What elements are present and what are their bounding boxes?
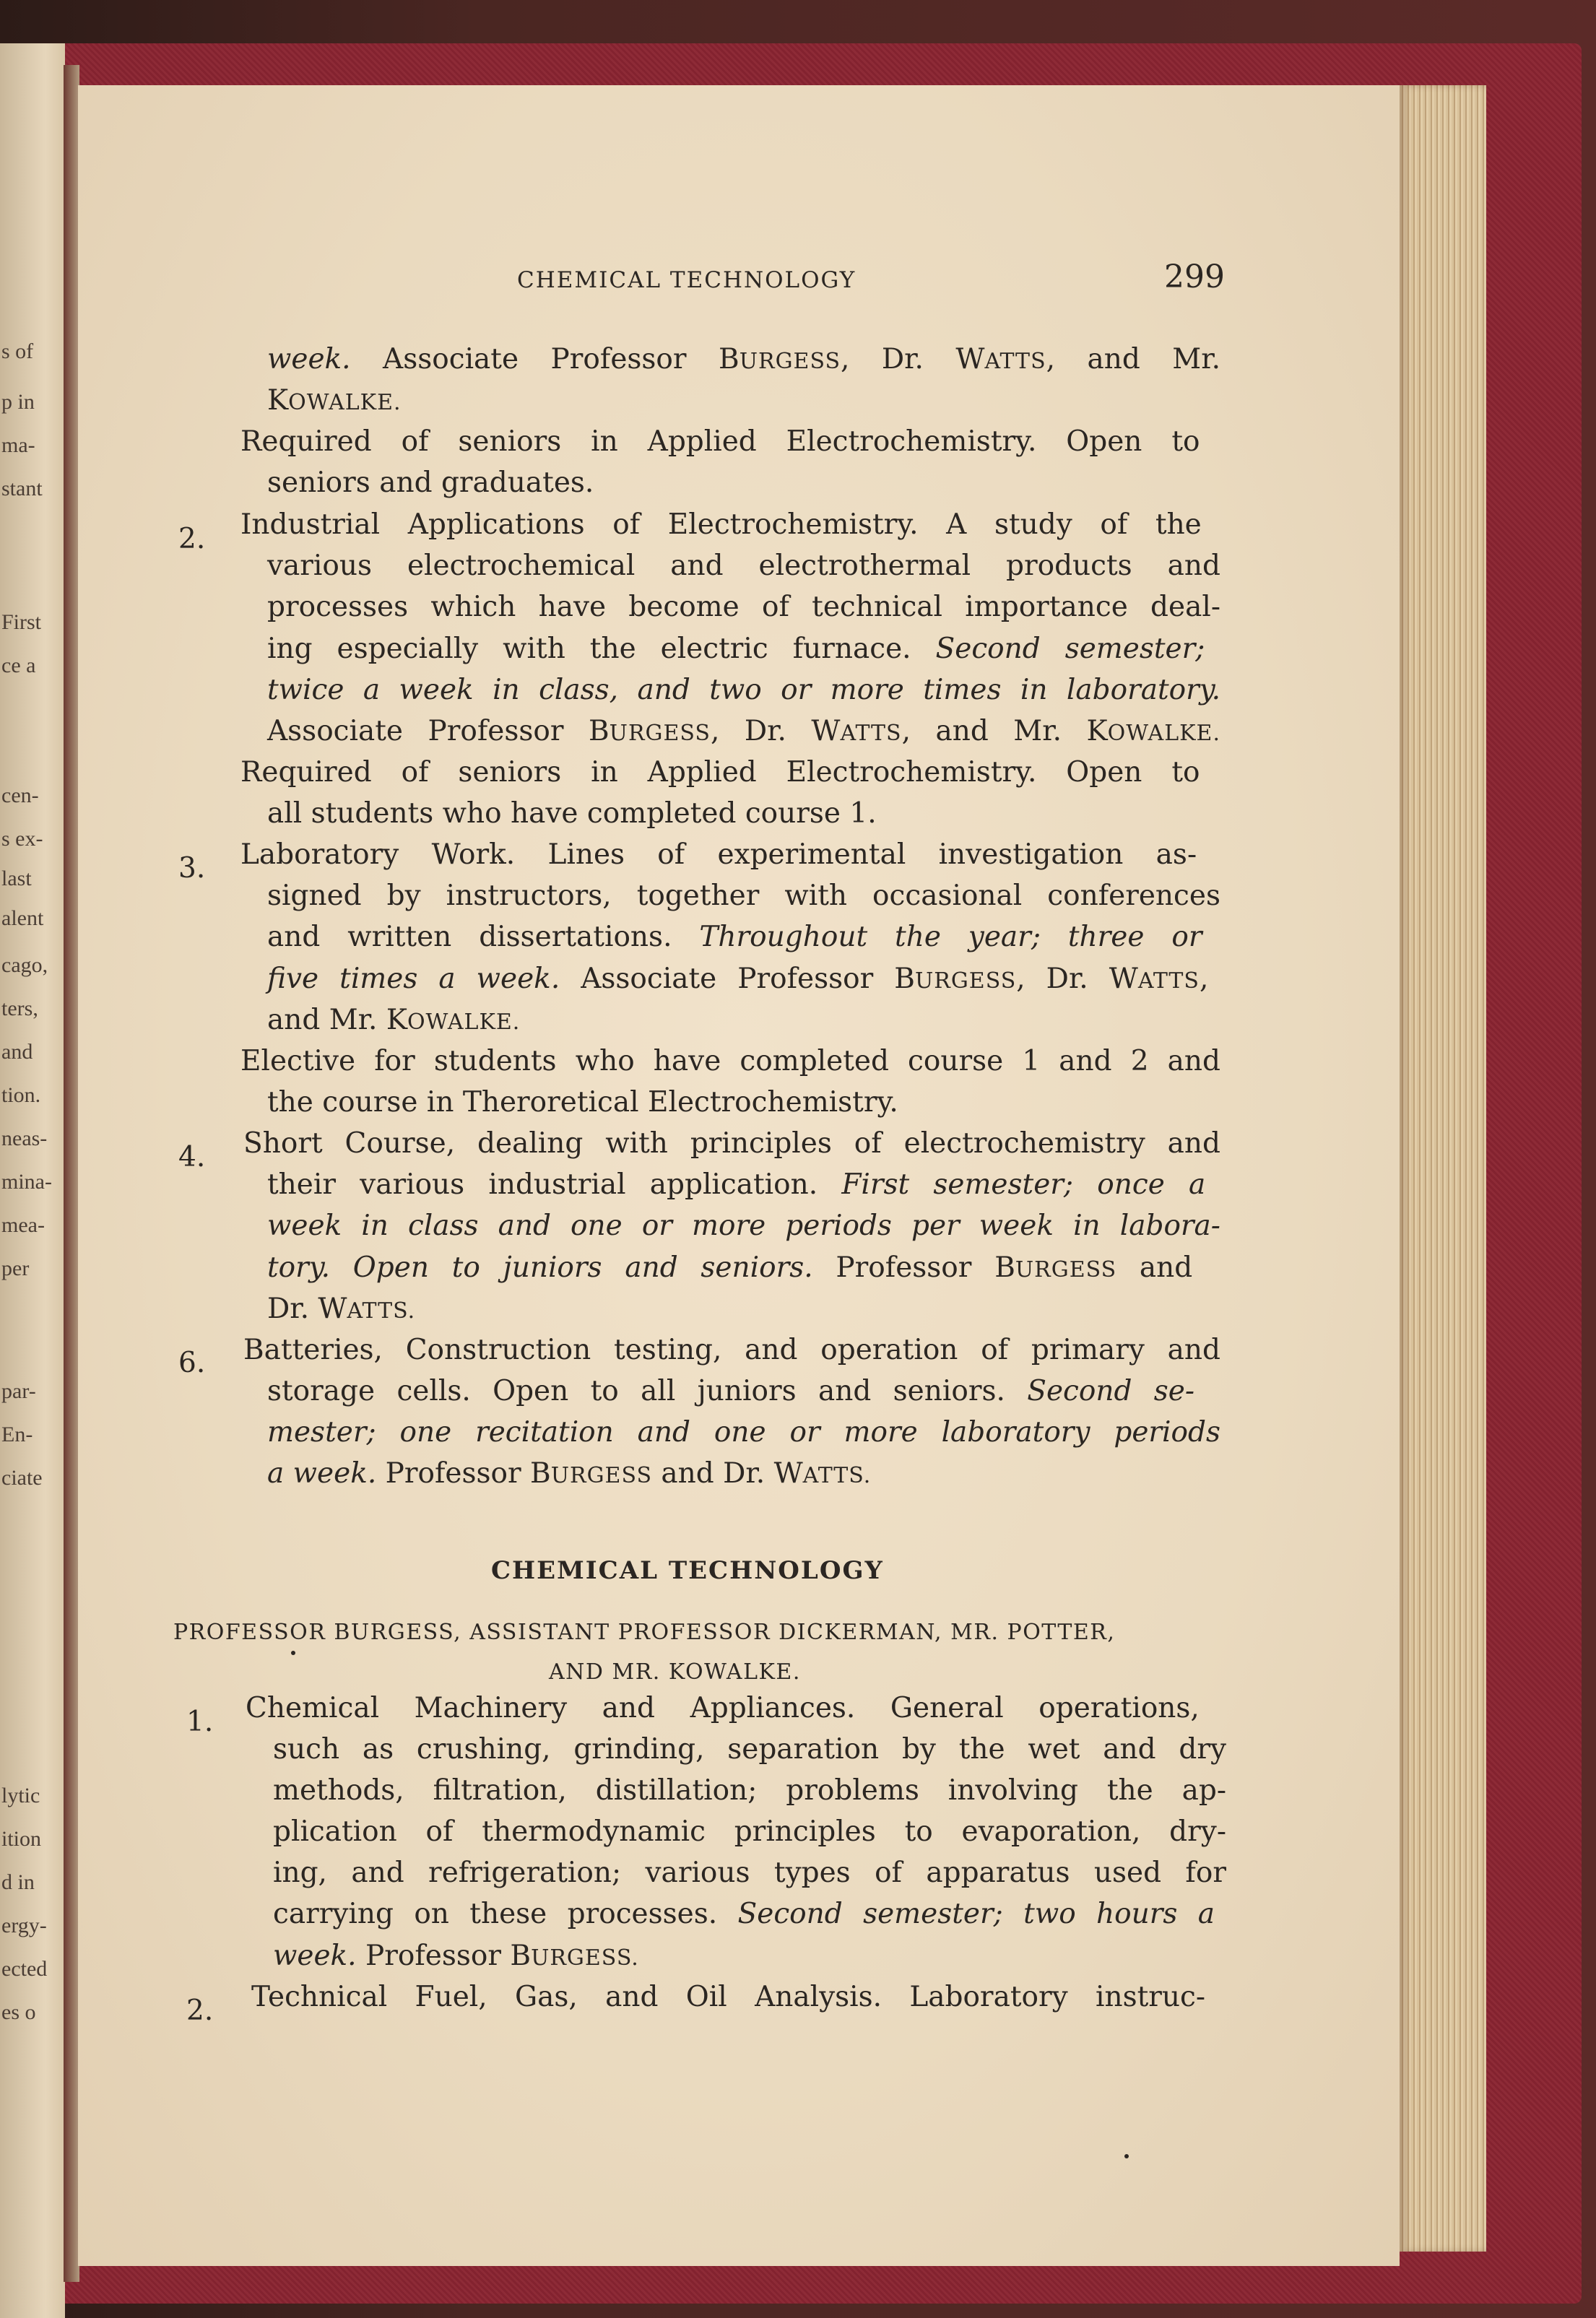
text-line	[240, 756, 1200, 789]
text-run: K	[267, 384, 289, 417]
text-run: , Dr. W	[1016, 963, 1138, 995]
text-line	[267, 343, 1220, 376]
text-line	[267, 384, 402, 417]
item-number: 2.	[178, 523, 206, 555]
text-line	[267, 635, 1205, 663]
margin-fragment: stant	[1, 477, 43, 500]
text-line	[267, 1212, 1220, 1240]
text-run: carrying on these processes.	[273, 1898, 738, 1930]
text-run: processes which have become of technical importance deal-	[267, 591, 1220, 623]
text-line	[267, 1006, 520, 1034]
text-line	[240, 1047, 1220, 1075]
margin-fragment: ected	[1, 1957, 48, 1981]
margin-fragment: tion.	[1, 1083, 41, 1107]
text-run: all students who have completed course 1.	[267, 797, 877, 830]
ink-speck	[1124, 2154, 1129, 2158]
italic-run: mester; one recitation and one or more laboratory periods	[267, 1416, 1220, 1449]
italic-run: Throughout the year; three or	[699, 921, 1202, 953]
text-line	[251, 1983, 1205, 2011]
margin-fragment: ciate	[1, 1466, 43, 1490]
small-caps-run: OWALKE.	[288, 390, 402, 415]
text-run: methods, filtration, distillation; problems involving the ap-	[273, 1774, 1226, 1807]
text-run: ,	[1199, 963, 1209, 995]
small-caps-run: URGESS	[550, 1463, 653, 1488]
text-run: Associate Professor	[350, 343, 719, 376]
page-number: 299	[1164, 259, 1225, 295]
margin-fragment: neas-	[1, 1127, 48, 1150]
text-run: their various industrial application.	[267, 1168, 842, 1201]
text-run: Associate Professor B	[560, 963, 915, 995]
running-head: CHEMICAL TECHNOLOGY	[517, 267, 856, 293]
text-run: Professor B	[356, 1940, 532, 1972]
margin-fragment: s ex-	[1, 827, 43, 851]
margin-fragment: ce a	[1, 654, 36, 677]
text-line	[273, 1815, 1226, 1848]
text-line	[267, 717, 1220, 745]
small-caps-run: OWALKE.	[1107, 721, 1220, 746]
text-run: Required of seniors in Applied Electrochemistry. Open to	[240, 756, 1200, 789]
item-number: 6.	[178, 1347, 206, 1379]
text-run: Industrial Applications of Electrochemistry. A study of the	[240, 508, 1202, 541]
text-line	[273, 1776, 1226, 1805]
text-run: , Dr. W	[841, 343, 985, 376]
text-run: Technical Fuel, Gas, and Oil Analysis. Laboratory instruc-	[251, 1981, 1206, 2013]
margin-fragment: d in	[1, 1870, 35, 1894]
margin-fragment: ergy-	[1, 1914, 47, 1937]
text-run: and	[1116, 1251, 1193, 1284]
margin-fragment: lytic	[1, 1784, 40, 1807]
italic-run: Second semester; two hours a	[737, 1898, 1215, 1930]
italic-run: a week.	[267, 1457, 377, 1490]
text-run: signed by instructors, together with occasional conferences	[267, 880, 1220, 912]
margin-fragment: En-	[1, 1423, 33, 1446]
item-number: 1.	[186, 1706, 214, 1738]
text-run: and Mr. K	[267, 1004, 407, 1036]
italic-run: twice a week in class, and two or more times in laboratory.	[267, 674, 1220, 706]
small-caps-run: URGESS	[739, 349, 841, 374]
text-line	[273, 1900, 1215, 1928]
item-number: 3.	[178, 852, 206, 885]
text-line	[267, 1459, 871, 1488]
text-run: ing especially with the electric furnace.	[267, 633, 936, 665]
margin-fragment: ters,	[1, 997, 38, 1020]
margin-fragment: par-	[1, 1379, 36, 1403]
text-run: , and Mr. K	[901, 715, 1108, 747]
text-run: Laboratory Work. Lines of experimental investigation as-	[240, 838, 1197, 871]
text-line	[267, 552, 1220, 580]
text-line	[267, 676, 1220, 704]
item-number: 2.	[186, 1994, 214, 2027]
italic-run: tory. Open to juniors and seniors.	[267, 1251, 813, 1284]
text-line	[273, 1942, 639, 1970]
text-run: Professor B	[376, 1457, 551, 1490]
small-caps-run: URGESS.	[531, 1945, 639, 1971]
text-line	[267, 593, 1220, 621]
text-run: and written dissertations.	[267, 921, 700, 953]
item-number: 4.	[178, 1141, 206, 1173]
text-run: B	[719, 343, 740, 376]
small-caps-run: URGESS	[609, 721, 711, 746]
small-caps-run: ATTS.	[347, 1298, 416, 1324]
text-run: various electrochemical and electrothermal products and	[267, 550, 1220, 582]
text-line	[273, 1733, 1226, 1766]
small-caps-run: ATTS.	[802, 1463, 872, 1488]
text-run: Required of seniors in Applied Electrochemistry. Open to	[240, 425, 1200, 458]
margin-fragment: per	[1, 1256, 30, 1280]
text-line	[240, 427, 1200, 456]
italic-run: Second semester;	[935, 633, 1205, 665]
small-caps-run: URGESS	[914, 968, 1017, 994]
text-run: Professor B	[812, 1251, 1015, 1284]
italic-run: five times a week.	[267, 963, 560, 995]
margin-fragment: s of	[1, 339, 34, 363]
italic-run: week.	[273, 1940, 357, 1972]
small-caps-run: ATTS	[1137, 968, 1200, 994]
text-run: Short Course, dealing with principles of electrochemistry and	[243, 1127, 1220, 1160]
text-run: Associate Professor B	[267, 715, 610, 747]
margin-fragment: ma-	[1, 433, 35, 457]
margin-fragment: p in	[1, 390, 35, 414]
text-line	[246, 1694, 1200, 1722]
text-line	[267, 923, 1202, 951]
text-run: storage cells. Open to all juniors and seniors.	[267, 1375, 1028, 1407]
text-run: the course in Theroretical Electrochemistry.	[267, 1086, 898, 1119]
section-title: CHEMICAL TECHNOLOGY	[491, 1556, 884, 1585]
text-run: such as crushing, grinding, separation by the wet and dry	[273, 1733, 1226, 1766]
small-caps-run: URGESS	[1015, 1257, 1117, 1282]
text-run: seniors and graduates.	[267, 466, 594, 499]
text-line	[267, 799, 877, 828]
margin-fragment: last	[1, 867, 32, 890]
margin-fragment: mea-	[1, 1213, 45, 1237]
ink-speck	[291, 1651, 295, 1655]
text-run: , Dr. W	[710, 715, 841, 747]
italic-run: Second se-	[1027, 1375, 1195, 1407]
text-run: ing, and refrigeration; various types of apparatus used for	[273, 1857, 1226, 1889]
margin-fragment: mina-	[1, 1170, 52, 1194]
staff-line: AND MR. KOWALKE.	[549, 1659, 801, 1685]
margin-fragment: es o	[1, 2000, 36, 2024]
margin-fragment: cen-	[1, 783, 39, 807]
margin-fragment: and	[1, 1040, 33, 1064]
text-run: Dr. W	[267, 1293, 347, 1325]
text-line	[267, 1251, 1193, 1284]
italic-run: First semester; once a	[841, 1168, 1206, 1201]
small-caps-run: ATTS	[984, 349, 1046, 374]
text-line	[243, 1129, 1220, 1158]
text-line	[267, 965, 1208, 993]
text-line	[267, 1168, 1206, 1201]
text-run: plication of thermodynamic principles to evaporation, dry-	[273, 1815, 1226, 1848]
italic-run: week.	[267, 343, 351, 376]
text-run: Chemical Machinery and Appliances. General operations,	[246, 1692, 1200, 1724]
margin-fragment: First	[1, 610, 42, 634]
margin-fragment: cago,	[1, 953, 48, 977]
text-line	[243, 1336, 1220, 1364]
margin-fragment: alent	[1, 906, 44, 930]
text-line	[240, 508, 1202, 541]
text-line	[267, 466, 594, 499]
text-run: Elective for students who have completed course 1 and 2 and	[240, 1045, 1220, 1077]
text-line	[273, 1859, 1226, 1887]
text-run: and Dr. W	[652, 1457, 803, 1490]
margin-fragment: ition	[1, 1827, 42, 1851]
text-line	[240, 838, 1197, 871]
text-run: , and Mr.	[1046, 343, 1220, 376]
italic-run: week in class and one or more periods per week in labora-	[267, 1210, 1220, 1242]
text-line	[267, 1377, 1194, 1405]
small-caps-run: OWALKE.	[407, 1010, 521, 1035]
text-run: Batteries, Construction testing, and operation of primary and	[243, 1334, 1220, 1366]
small-caps-run: ATTS	[840, 721, 902, 746]
text-line	[267, 1295, 415, 1323]
staff-line: PROFESSOR BURGESS, ASSISTANT PROFESSOR DICKERMAN, MR. POTTER,	[173, 1620, 1116, 1645]
text-line	[267, 1416, 1220, 1449]
text-line	[267, 882, 1220, 910]
text-line	[267, 1086, 898, 1119]
